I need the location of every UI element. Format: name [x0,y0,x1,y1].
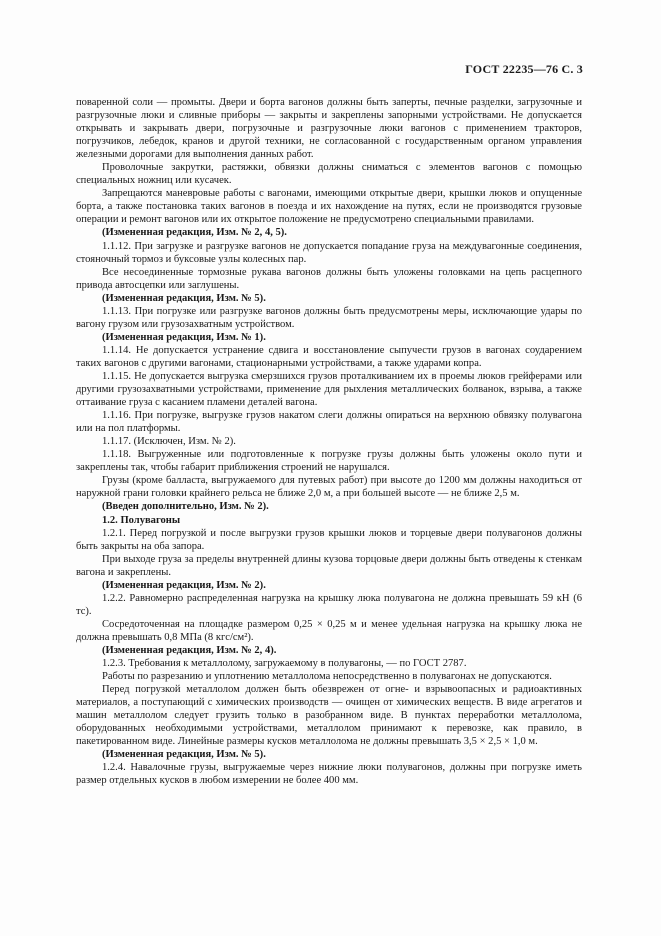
document-body [76,96,582,787]
paragraph: Сосредоточенная на площадке размером 0,25 × 0,25 м и менее удельная нагрузка на крышку люка не должна превышать 0,8 МПа (8 кгс/см²). [76,618,582,643]
clause-1-1-18: 1.1.18. Выгруженные или подготовленные к погрузке грузы должны быть уложены около пути и закреплены так, чтобы габарит приближения строений не нарушался. [76,449,582,474]
clause-1-2-2: 1.2.2. Равномерно распределенная нагрузка на крышку люка полувагона не должна превышать 59 кН (6 тс). [76,592,582,617]
paragraph: Работы по разрезанию и уплотнению металлолома непосредственно в полувагонах не допускаются. [102,671,552,683]
clause-1-1-13: 1.1.13. При погрузке или разгрузке вагонов должны быть предусмотрены меры, исключающие удары по вагону грузом или грузозахватным устройством. [76,305,582,330]
clause-1-1-14: 1.1.14. Не допускается устранение сдвига и восстановление сыпучести грузов в вагонах соударением таких вагонов с другими вагонами, стационарными устройствами, а также ударами копра. [76,344,582,369]
paragraph: Запрещаются маневровые работы с вагонами, имеющими открытые двери, крышки люков и опущенные борта, а также постановка таких вагонов в поезда и их нахождение на путях, если не производятся грузовые операции и ремонт вагонов или их открытое положение не предусмотрено специальными правилами. [76,188,582,226]
clause-1-2-1: 1.2.1. Перед погрузкой и после выгрузки грузов крышки люков и торцевые двери полувагонов должны быть закрыты на оба запора. [76,527,582,552]
amendment-note: (Измененная редакция, Изм. № 2, 4). [102,644,277,656]
page-header: ГОСТ 22235—76 С. 3 [465,62,583,76]
clause-1-1-17: 1.1.17. (Исключен, Изм. № 2). [102,436,236,448]
amendment-note: (Измененная редакция, Изм. № 5). [102,292,266,304]
amendment-note: (Введен дополнительно, Изм. № 2). [102,501,269,513]
amendment-note: (Измененная редакция, Изм. № 2). [102,579,266,591]
clause-1-2-3: 1.2.3. Требования к металлолому, загружаемому в полувагоны, — по ГОСТ 2787. [102,658,467,670]
clause-1-2-4: 1.2.4. Навалочные грузы, выгружаемые через нижние люки полувагонов, должны при погрузке иметь размер отдельных кусков в любом измерении не более 400 мм. [76,762,582,787]
section-heading: 1.2. Полувагоны [102,514,181,526]
paragraph: поваренной соли — промыты. Двери и борта вагонов должны быть заперты, печные разделки, загрузочные и разгрузочные люки и сливные приборы — закрыты и закреплены запорными устройствами. Не допускается открывать и закрывать двери, погрузочные и разгрузочные люки вагонов с применением тракторов, погрузчиков, лебедок, кранов и другой техники, не согласованной с государственным органом управления железными дорогами для выполнения данных работ. [76,97,582,161]
paragraph: Перед погрузкой металлолом должен быть обезврежен от огне- и взрывоопасных и радиоактивных материалов, а поступающий с химических производств — очищен от химических веществ. В виде агрегатов и машин металлолом следует грузить только в разобранном виде. В пунктах переработки металлолома, оборудованных необходимыми устройствами, металлолом принимают к перевозке, как правило, в пакетированном виде. Линейные размеры кусков металлолома не должны превышать 3,5 × 2,5 × 1,0 м. [76,684,582,748]
paragraph: Грузы (кроме балласта, выгружаемого для путевых работ) при высоте до 1200 мм должны находиться от наружной грани головки крайнего рельса не ближе 2,0 м, а при большей высоте — не ближе 2,5 м. [76,475,582,500]
paragraph: При выходе груза за пределы внутренней длины кузова торцовые двери должны быть отведены к стенкам вагона и закреплены. [76,553,582,578]
paragraph: Все несоединенные тормозные рукава вагонов должны быть уложены головками на цепь расцепного привода автосцепки или заглушены. [76,266,582,291]
amendment-note: (Измененная редакция, Изм. № 1). [102,331,266,343]
amendment-note: (Измененная редакция, Изм. № 2, 4, 5). [102,227,287,239]
amendment-note: (Измененная редакция, Изм. № 5). [102,749,266,761]
clause-1-1-16: 1.1.16. При погрузке, выгрузке грузов накатом слеги должны опираться на верхнюю обвязку полувагона или на пол платформы. [76,410,582,435]
clause-1-1-15: 1.1.15. Не допускается выгрузка смерзшихся грузов проталкиванием их в проемы люков грейферами или другими грузозахватными устройствами, применение для рыхления металлических болванок, взрыва, а также оттаивание груза с касанием пламени деталей вагона. [76,370,582,409]
paragraph: Проволочные закрутки, растяжки, обвязки должны сниматься с элементов вагонов с помощью специальных ножниц или кусачек. [76,162,582,187]
clause-1-1-12: 1.1.12. При загрузке и разгрузке вагонов не допускается попадание груза на междувагонные соединения, стояночный тормоз и буксовые узлы колесных пар. [76,240,582,265]
